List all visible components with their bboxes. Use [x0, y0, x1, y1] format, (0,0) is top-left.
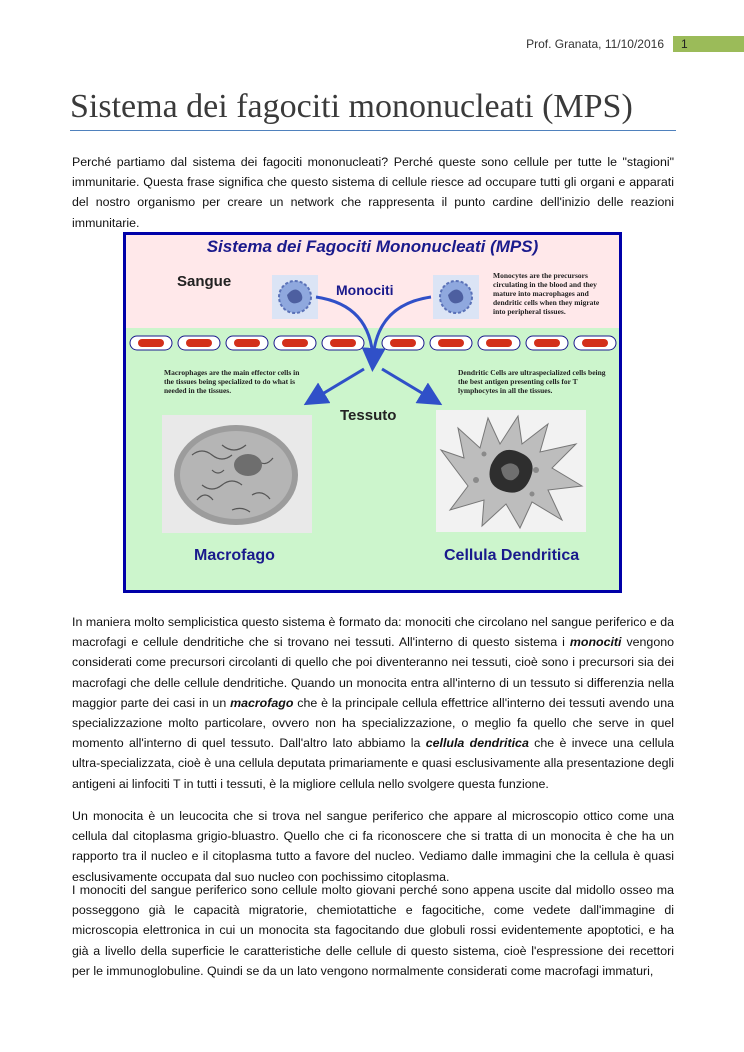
body-text: che è la principale cellula effettrice all'interno dei tessuti avendo una specializzazione molto particolare, ovvero non ha specializzazione, o meglio fa quello che serve in quel momento all'interno di quel tessuto. Dall'altro lato abbiamo la — [72, 695, 674, 751]
body-paragraph-2: Un monocita è un leucocita che si trova nel sangue periferico che appare al microscopio ottico come una cellula dal citoplasma grigio-bluastro. Quello che ci fa riconoscere che si tratta di un monocita è che ha un rapporto tra il nucleo e il citoplasma tutto a favore del nucleo. Vediamo dalle immagini che la cellula è quasi esclusivamente occupata dal suo nucleo con pochissimo citoplasma. — [72, 809, 674, 884]
body-text: vengono considerati come precursori circolanti di quello che poi diventeranno nei tessuti, cioè sono i precursori sia dei macrofagi che delle cellule dendritiche. Quando un monocita entra all'interno di un tessuto si differenzia nella maggior parte dei casi in un — [72, 635, 674, 710]
term-monociti: monociti — [569, 635, 622, 650]
term-cellula-dendritica: cellula dendritica — [425, 736, 529, 751]
figure-label-sangue: Sangue — [177, 273, 232, 290]
figure-label-tessuto: Tessuto — [340, 407, 397, 424]
macrophage-micrograph — [162, 415, 312, 533]
body-text: In maniera molto semplicistica questo sistema è formato da: monociti che circolano nel sangue periferico e da macrofagi e cellule dendritiche che si trovano nei tessuti. All'interno di questo sistema i — [72, 615, 674, 650]
body-text: che è invece una cellula ultra-specializzata, cioè è una cellula deputata primariamente e quasi esclusivamente alla presentazione degli antigeni ai linfociti T in tutti i tessuti, è la migliore cellula nello svolgere questa funzione. — [72, 736, 674, 791]
body-paragraph-3: I monociti del sangue periferico sono cellule molto giovani perché sono appena uscite dal midollo osseo ma posseggono già le capacità migratorie, chemiotattiche e fagocitiche, come vedete dall'immagine di microscopia elettronica in cui un monocita sta fagocitando due globuli rossi evidentemente apoptotici, e ha già a livello della superficie le caratteristiche delle cellule di questo sistema, cioè l'espressione dei recettori per le immunoglobuline. Quindi se da un lato vengono normalmente considerati come macrofagi immaturi, — [72, 883, 674, 978]
body-paragraph-1 — [72, 612, 674, 794]
figure-title: Sistema dei Fagociti Mononucleati (MPS) — [206, 237, 539, 256]
page-title: Sistema dei fagociti mononucleati (MPS) — [70, 88, 676, 131]
figure-note-macrophages: Macrophages are the main effector cells in the tissues being specialized to do what is needed in the tissues. — [164, 368, 300, 395]
term-macrofago: macrofago — [230, 695, 294, 710]
dendritic-cell-micrograph — [436, 410, 586, 532]
figure-note-dendritic: Dendritic Cells are ultraspecialized cells being the best antigen presenting cells for T lymphocytes in all the tissues. — [458, 368, 606, 395]
differentiation-arrows — [126, 235, 619, 435]
mps-figure — [123, 232, 622, 593]
figure-label-macrofago: Macrofago — [194, 547, 275, 564]
intro-paragraph: Perché partiamo dal sistema dei fagociti mononucleati? Perché queste sono cellule per tutte le "stagioni" immunitarie. Questa frase significa che questo sistema di cellule riesce ad occupare tutti gli organi e apparati del nostro organismo per creare un network che rappresenta il punto cardine dell'inizio delle reazioni immunitarie. — [72, 155, 674, 230]
figure-note-monocytes: Monocytes are the precursors circulating in the blood and they mature into macrophages and dendritic cells when they migrate into peripheral tissues. — [493, 271, 600, 316]
page-number: 1 — [673, 36, 744, 52]
header-author-date: Prof. Granata, 11/10/2016 — [526, 37, 664, 51]
figure-label-cellula-dendritica: Cellula Dendritica — [444, 547, 580, 564]
figure-label-monociti: Monociti — [336, 282, 394, 298]
